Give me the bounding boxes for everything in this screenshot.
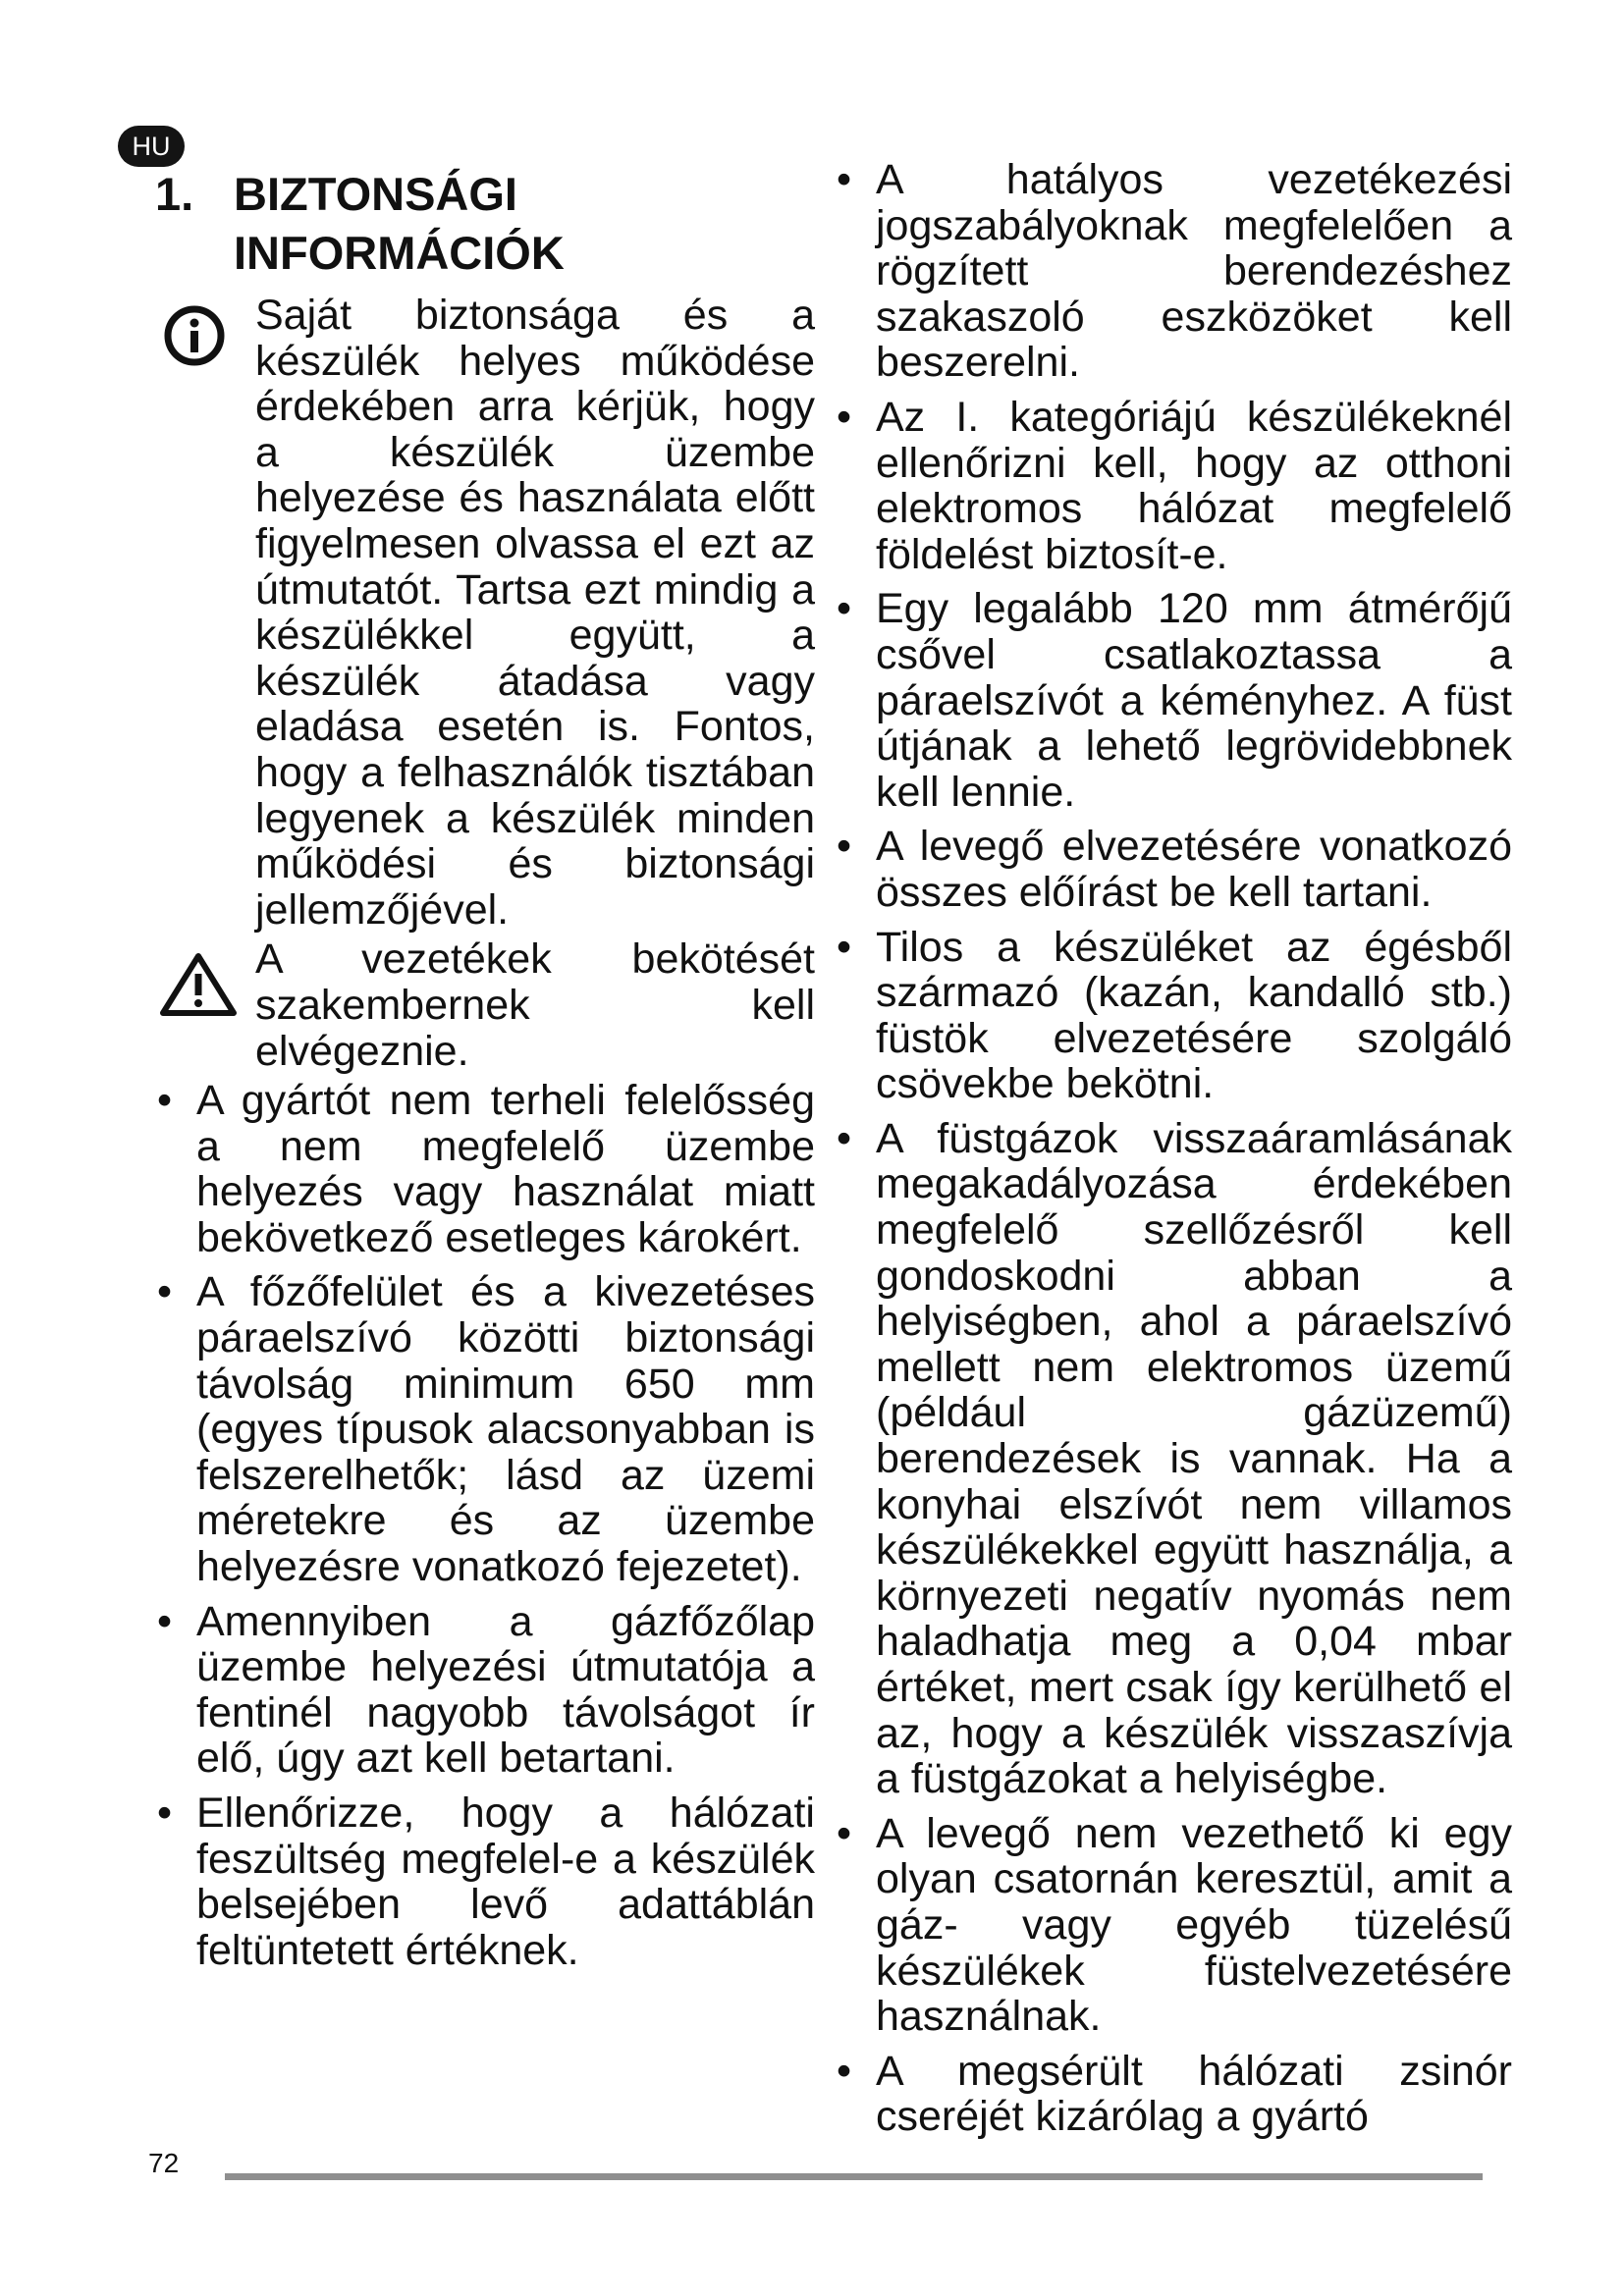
list-item: • A levegő elvezetésére vonatkozó összes előírást be kell tartani. xyxy=(837,823,1512,916)
list-item: • A főzőfelület és a kivezetéses páraelszívó közötti biztonsági távolság minimum 650 mm (egyes típusok alacsonyabban is felszerelhetők; lásd az üzemi méretekre és az üzembe helyezésre vonatkozó fejezetet). xyxy=(157,1268,815,1591)
right-bullet-list xyxy=(835,157,1512,2140)
bullet-glyph: • xyxy=(837,1809,852,1857)
bullet-glyph: • xyxy=(837,1114,852,1162)
language-badge: HU xyxy=(118,126,185,167)
section-number: 1. xyxy=(155,168,194,220)
left-column xyxy=(155,293,815,1982)
list-item: • Az I. kategóriájú készülékeknél ellenőrizni kell, hogy az otthoni elektromos hálózat megfelelő földelést biztosít-e. xyxy=(837,393,1512,578)
list-item: • A füstgázok visszaáramlásának megakadályozása érdekében megfelelő szellőzésről kell gondoskodni abban a helyiségben, ahol a páraelszívó mellett nem elektromos üzemű (például gázüzemű) berendezések is vannak. Ha a konyhai elszívót nem villamos készülékekkel együtt használja, a környezeti negatív nyomás nem haladhatja meg a 0,04 mbar értéket, mert csak így kerülhető el az, hogy a készülék visszaszívja a füstgázokat a helyiségbe. xyxy=(837,1114,1512,1803)
bullet-glyph: • xyxy=(837,2047,852,2095)
bullet-glyph: • xyxy=(157,1597,173,1645)
list-item: • Egy legalább 120 mm átmérőjű csővel csatlakoztassa a páraelszívót a kéményhez. A füst útjának a lehető legrövidebbnek kell lennie. xyxy=(837,585,1512,816)
bullet-glyph: • xyxy=(837,823,852,871)
bullet-glyph: • xyxy=(837,585,852,633)
bullet-glyph: • xyxy=(837,393,852,441)
warning-triangle-icon xyxy=(159,952,238,1027)
bullet-glyph: • xyxy=(157,1789,173,1837)
list-item: • A levegő nem vezethető ki egy olyan csatornán keresztül, amit a gáz- vagy egyéb tüzelésű készülékek füstelvezetésére használnak. xyxy=(837,1809,1512,2041)
list-item: • A gyártót nem terheli felelősség a nem megfelelő üzembe helyezés vagy használat miatt bekövetkező esetleges károkért. xyxy=(157,1077,815,1261)
info-icon xyxy=(163,304,226,377)
page-number: 72 xyxy=(148,2148,180,2178)
list-item: • A megsérült hálózati zsinór cseréjét kizárólag a gyártó xyxy=(837,2047,1512,2141)
warning-notice xyxy=(155,936,815,1074)
info-notice-text: Saját biztonsága és a készülék helyes működése érdekében arra kérjük, hogy a készülék üzembe helyezése és használata előtt figyelmesen olvassa el ezt az útmutatót. Tartsa ezt mindig a készülékkel együtt, a készülék átadása vagy eladása esetén is. Fontos, hogy a felhasználók tisztában legyenek a készülék minden működési és biztonsági jellemzőjével. xyxy=(255,292,815,934)
bullet-glyph: • xyxy=(837,923,852,971)
right-column xyxy=(835,157,1512,2149)
list-item: • Amennyiben a gázfőzőlap üzembe helyezési útmutatója a fentinél nagyobb távolságot ír elő, úgy azt kell betartani. xyxy=(157,1597,815,1783)
section-heading xyxy=(155,165,565,283)
list-item: • Ellenőrizze, hogy a hálózati feszültség megfelel-e a készülék belsejében levő adattáblán feltüntetett értéknek. xyxy=(157,1789,815,1974)
section-title-line2: INFORMÁCIÓK xyxy=(234,227,565,279)
bullet-glyph: • xyxy=(157,1077,173,1125)
list-item: • A hatályos vezetékezési jogszabályoknak megfelelően a rögzített berendezéshez szakaszoló eszközöket kell beszerelni. xyxy=(837,156,1512,387)
list-item: • Tilos a készüléket az égésből származó (kazán, kandalló stb.) füstök elvezetésére szolgáló csövekbe bekötni. xyxy=(837,923,1512,1108)
footer-divider xyxy=(225,2173,1483,2180)
bullet-glyph: • xyxy=(157,1268,173,1316)
section-title-line1: BIZTONSÁGI xyxy=(234,168,517,220)
left-bullet-list xyxy=(155,1078,815,1973)
bullet-glyph: • xyxy=(837,156,852,203)
info-notice xyxy=(155,293,815,933)
warning-notice-text: A vezetékek bekötését szakembernek kell elvégeznie. xyxy=(255,935,815,1075)
